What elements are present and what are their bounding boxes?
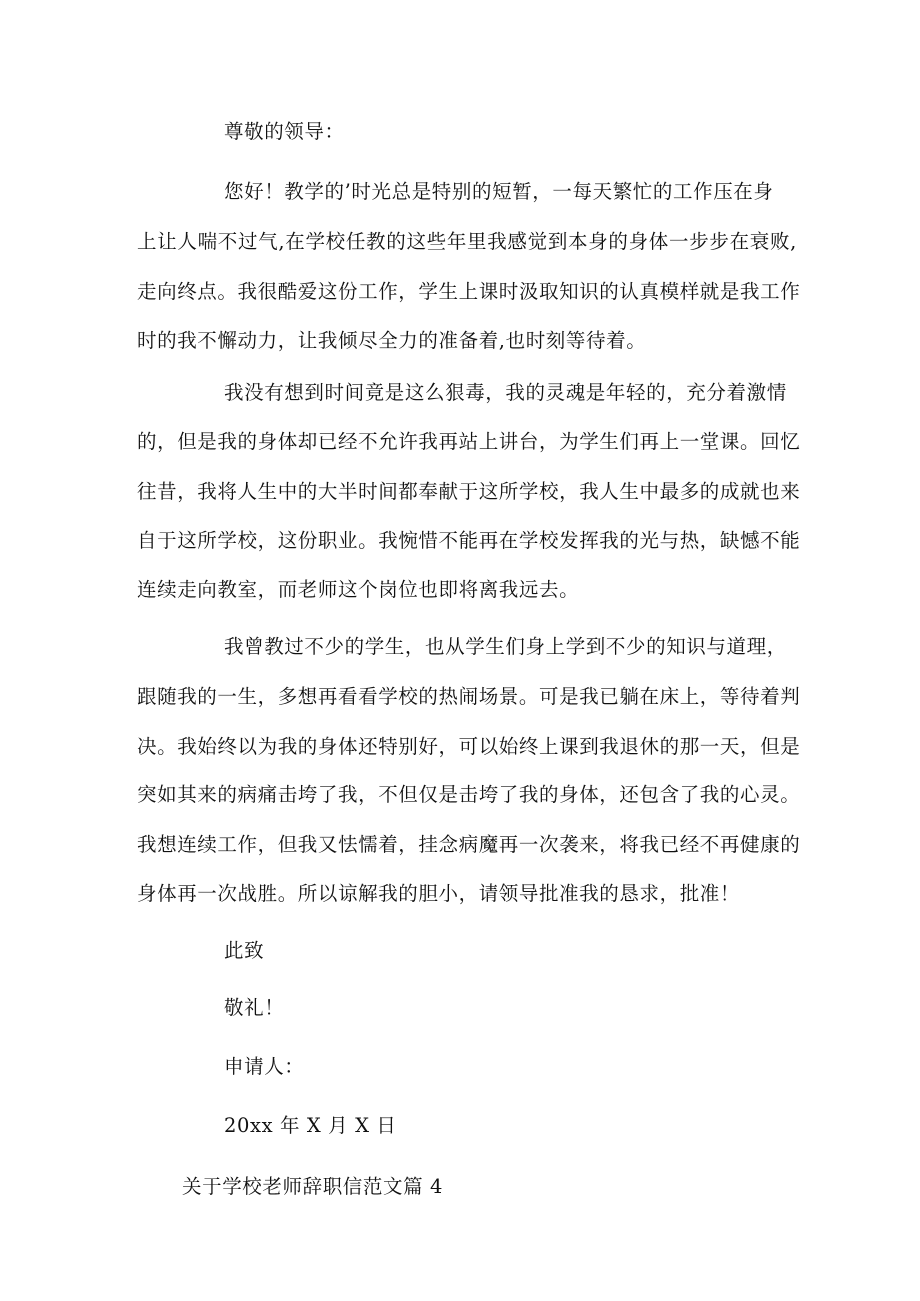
date-line: 20xx 年 X 月 X 日 [224,1114,397,1137]
salutation: 尊敬的领导： [224,120,345,143]
paragraph-line: 我曾教过不少的学生，也从学生们身上学到不少的知识与道理， [224,635,787,658]
paragraph-line: 我想连续工作，但我又怯懦着，挂念病魔再一次袭来，将我已经不再健康的 [137,833,801,856]
paragraph-line: 自于这所学校，这份职业。我惋惜不能再在学校发挥我的光与热，缺憾不能 [137,529,801,552]
paragraph-line: 决。我始终以为我的身体还特别好，可以始终上课到我退休的那一天，但是 [137,735,801,758]
paragraph-line: 跟随我的一生，多想再看看学校的热闹场景。可是我已躺在床上，等待着判 [137,685,801,708]
paragraph-line: 我没有想到时间竟是这么狠毒，我的灵魂是年轻的，充分着激情 [224,381,787,404]
paragraph-line: 身体再一次战胜。所以谅解我的胆小，请领导批准我的恳求，批准！ [137,882,741,905]
paragraph-line: 连续走向教室，而老师这个岗位也即将离我远去。 [137,578,580,601]
paragraph-line: 时的我不懈动力，让我倾尽全力的准备着,也时刻等待着。 [137,329,647,352]
next-article-title: 关于学校老师辞职信范文篇 4 [182,1175,444,1198]
applicant-label: 申请人： [224,1055,305,1078]
paragraph-line: 的，但是我的身体却已经不允许我再站上讲台，为学生们再上一堂课。回忆 [137,430,801,453]
paragraph-line: 您好！教学的’时光总是特别的短暂，一每天繁忙的工作压在身 [224,180,774,203]
closing-line-2: 敬礼！ [224,996,285,1019]
paragraph-line: 往昔，我将人生中的大半时间都奉献于这所学校，我人生中最多的成就也来 [137,480,801,503]
paragraph-line: 上让人喘不过气,在学校任教的这些年里我感觉到本身的身体一步步在衰败, [137,230,797,253]
paragraph-line: 突如其来的病痛击垮了我，不但仅是击垮了我的身体，还包含了我的心灵。 [137,783,801,806]
closing-line-1: 此致 [224,939,265,962]
paragraph-line: 走向终点。我很酷爱这份工作，学生上课时汲取知识的认真模样就是我工作 [137,280,801,303]
